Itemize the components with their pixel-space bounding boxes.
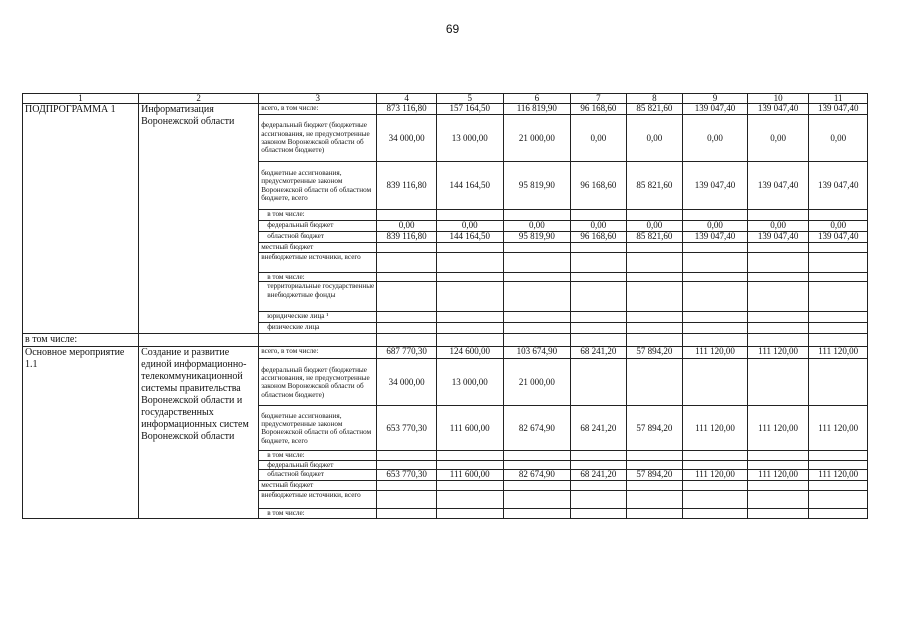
amount-cell bbox=[626, 210, 683, 221]
funding-source-label: федеральный бюджет bbox=[259, 221, 377, 232]
amount-cell bbox=[377, 273, 437, 282]
amount-cell: 139 047,40 bbox=[683, 104, 748, 115]
column-header: 5 bbox=[436, 94, 503, 104]
amount-cell bbox=[377, 243, 437, 253]
amount-cell: 0,00 bbox=[571, 221, 627, 232]
amount-cell: 57 894,20 bbox=[626, 406, 683, 451]
amount-cell bbox=[683, 490, 748, 508]
amount-cell bbox=[683, 323, 748, 334]
amount-cell bbox=[436, 323, 503, 334]
amount-cell: 85 821,60 bbox=[626, 104, 683, 115]
table-row bbox=[23, 347, 868, 359]
amount-cell bbox=[747, 312, 809, 323]
empty-cell bbox=[571, 334, 627, 347]
amount-cell: 144 164,50 bbox=[436, 232, 503, 243]
amount-cell: 139 047,40 bbox=[809, 162, 868, 210]
funding-source-label: бюджетные ассигнования, предусмотренные законом Воронежской области об областном бюджете, всего bbox=[259, 406, 377, 451]
amount-cell bbox=[571, 210, 627, 221]
amount-cell bbox=[747, 508, 809, 518]
amount-cell bbox=[747, 490, 809, 508]
amount-cell bbox=[683, 210, 748, 221]
amount-cell bbox=[747, 282, 809, 312]
amount-cell: 0,00 bbox=[747, 221, 809, 232]
amount-cell bbox=[683, 312, 748, 323]
amount-cell: 0,00 bbox=[377, 221, 437, 232]
amount-cell bbox=[503, 460, 571, 469]
amount-cell bbox=[503, 480, 571, 490]
amount-cell bbox=[377, 460, 437, 469]
amount-cell bbox=[377, 508, 437, 518]
amount-cell bbox=[571, 273, 627, 282]
amount-cell bbox=[747, 323, 809, 334]
amount-cell bbox=[747, 451, 809, 460]
amount-cell: 653 770,30 bbox=[377, 406, 437, 451]
amount-cell: 85 821,60 bbox=[626, 162, 683, 210]
amount-cell: 95 819,90 bbox=[503, 162, 571, 210]
funding-source-label: юридические лица ¹ bbox=[259, 312, 377, 323]
amount-cell bbox=[436, 508, 503, 518]
budget-table bbox=[22, 93, 868, 519]
empty-cell bbox=[139, 334, 259, 347]
amount-cell: 0,00 bbox=[683, 221, 748, 232]
funding-source-label: федеральный бюджет (бюджетные ассигнования, не предусмотренные законом Воронежской области об областном бюджете) bbox=[259, 359, 377, 406]
amount-cell: 0,00 bbox=[747, 115, 809, 162]
funding-source-label: федеральный бюджет bbox=[259, 460, 377, 469]
funding-source-label: территориальные государственные внебюджетные фонды bbox=[259, 282, 377, 312]
funding-source-label: всего, в том числе: bbox=[259, 104, 377, 115]
amount-cell: 95 819,90 bbox=[503, 232, 571, 243]
column-header: 9 bbox=[683, 94, 748, 104]
amount-cell bbox=[436, 480, 503, 490]
amount-cell bbox=[503, 312, 571, 323]
amount-cell bbox=[571, 243, 627, 253]
amount-cell bbox=[747, 243, 809, 253]
amount-cell bbox=[436, 490, 503, 508]
amount-cell bbox=[436, 451, 503, 460]
column-header: 10 bbox=[747, 94, 809, 104]
empty-cell bbox=[747, 334, 809, 347]
column-header: 11 bbox=[809, 94, 868, 104]
amount-cell: 839 116,80 bbox=[377, 162, 437, 210]
amount-cell bbox=[747, 210, 809, 221]
amount-cell bbox=[503, 253, 571, 273]
section-label: в том числе: bbox=[23, 334, 139, 347]
amount-cell bbox=[436, 243, 503, 253]
amount-cell: 139 047,40 bbox=[809, 104, 868, 115]
amount-cell bbox=[683, 451, 748, 460]
amount-cell bbox=[571, 282, 627, 312]
amount-cell bbox=[571, 323, 627, 334]
amount-cell bbox=[377, 282, 437, 312]
empty-cell bbox=[809, 334, 868, 347]
amount-cell bbox=[436, 312, 503, 323]
amount-cell bbox=[747, 253, 809, 273]
amount-cell bbox=[747, 480, 809, 490]
amount-cell bbox=[571, 508, 627, 518]
funding-source-label: в том числе: bbox=[259, 508, 377, 518]
amount-cell bbox=[809, 508, 868, 518]
page-number: 69 bbox=[445, 22, 460, 36]
amount-cell: 96 168,60 bbox=[571, 232, 627, 243]
funding-source-label: в том числе: bbox=[259, 451, 377, 460]
amount-cell bbox=[809, 210, 868, 221]
column-header: 2 bbox=[139, 94, 259, 104]
amount-cell bbox=[503, 282, 571, 312]
funding-source-label: федеральный бюджет (бюджетные ассигнования, не предусмотренные законом Воронежской области об областном бюджете) bbox=[259, 115, 377, 162]
amount-cell: 139 047,40 bbox=[683, 232, 748, 243]
amount-cell bbox=[626, 451, 683, 460]
funding-source-label: в том числе: bbox=[259, 210, 377, 221]
funding-source-label: в том числе: bbox=[259, 273, 377, 282]
column-header: 8 bbox=[626, 94, 683, 104]
amount-cell bbox=[809, 253, 868, 273]
amount-cell: 0,00 bbox=[436, 221, 503, 232]
amount-cell: 139 047,40 bbox=[747, 232, 809, 243]
amount-cell bbox=[809, 282, 868, 312]
amount-cell bbox=[683, 460, 748, 469]
column-header-row bbox=[23, 94, 868, 104]
amount-cell: 111 120,00 bbox=[747, 406, 809, 451]
amount-cell bbox=[683, 273, 748, 282]
amount-cell bbox=[809, 359, 868, 406]
funding-source-label: всего, в том числе: bbox=[259, 347, 377, 359]
funding-source-label: внебюджетные источники, всего bbox=[259, 253, 377, 273]
amount-cell bbox=[503, 323, 571, 334]
amount-cell: 139 047,40 bbox=[747, 162, 809, 210]
amount-cell bbox=[809, 312, 868, 323]
amount-cell bbox=[377, 490, 437, 508]
amount-cell: 124 600,00 bbox=[436, 347, 503, 359]
amount-cell: 0,00 bbox=[683, 115, 748, 162]
amount-cell: 82 674,90 bbox=[503, 406, 571, 451]
amount-cell bbox=[377, 312, 437, 323]
amount-cell: 116 819,90 bbox=[503, 104, 571, 115]
amount-cell bbox=[747, 359, 809, 406]
amount-cell: 34 000,00 bbox=[377, 359, 437, 406]
amount-cell bbox=[626, 323, 683, 334]
amount-cell bbox=[809, 490, 868, 508]
amount-cell: 111 120,00 bbox=[809, 347, 868, 359]
empty-cell bbox=[626, 334, 683, 347]
funding-source-label: областной бюджет bbox=[259, 232, 377, 243]
amount-cell bbox=[809, 243, 868, 253]
program-name: Основное мероприятие 1.1 bbox=[23, 347, 139, 519]
amount-cell bbox=[436, 460, 503, 469]
empty-cell bbox=[377, 334, 437, 347]
amount-cell: 111 120,00 bbox=[683, 469, 748, 480]
amount-cell bbox=[809, 323, 868, 334]
amount-cell: 139 047,40 bbox=[809, 232, 868, 243]
amount-cell: 13 000,00 bbox=[436, 115, 503, 162]
amount-cell: 157 164,50 bbox=[436, 104, 503, 115]
amount-cell bbox=[377, 451, 437, 460]
column-header: 3 bbox=[259, 94, 377, 104]
amount-cell bbox=[503, 508, 571, 518]
amount-cell: 82 674,90 bbox=[503, 469, 571, 480]
amount-cell bbox=[626, 359, 683, 406]
amount-cell: 139 047,40 bbox=[683, 162, 748, 210]
amount-cell: 839 116,80 bbox=[377, 232, 437, 243]
empty-cell bbox=[436, 334, 503, 347]
amount-cell: 653 770,30 bbox=[377, 469, 437, 480]
amount-cell bbox=[436, 210, 503, 221]
amount-cell bbox=[377, 480, 437, 490]
amount-cell: 68 241,20 bbox=[571, 469, 627, 480]
amount-cell bbox=[683, 243, 748, 253]
funding-source-label: физические лица bbox=[259, 323, 377, 334]
amount-cell: 111 120,00 bbox=[809, 406, 868, 451]
amount-cell: 687 770,30 bbox=[377, 347, 437, 359]
amount-cell: 0,00 bbox=[626, 221, 683, 232]
amount-cell: 111 120,00 bbox=[747, 469, 809, 480]
amount-cell bbox=[377, 210, 437, 221]
amount-cell bbox=[436, 282, 503, 312]
amount-cell: 34 000,00 bbox=[377, 115, 437, 162]
amount-cell bbox=[503, 210, 571, 221]
amount-cell bbox=[626, 253, 683, 273]
amount-cell: 144 164,50 bbox=[436, 162, 503, 210]
amount-cell: 103 674,90 bbox=[503, 347, 571, 359]
empty-cell bbox=[259, 334, 377, 347]
amount-cell bbox=[809, 273, 868, 282]
empty-cell bbox=[683, 334, 748, 347]
funding-source-label: областной бюджет bbox=[259, 469, 377, 480]
amount-cell bbox=[436, 253, 503, 273]
funding-source-label: внебюджетные источники, всего bbox=[259, 490, 377, 508]
column-header: 7 bbox=[571, 94, 627, 104]
program-title: Создание и развитие единой информационно-телекоммуникационной системы правительства Воронежской области и государственных информационных систем Воронежской области bbox=[139, 347, 259, 519]
amount-cell bbox=[503, 243, 571, 253]
section-row bbox=[23, 334, 868, 347]
amount-cell bbox=[571, 359, 627, 406]
amount-cell: 0,00 bbox=[503, 221, 571, 232]
amount-cell bbox=[747, 460, 809, 469]
amount-cell bbox=[571, 490, 627, 508]
amount-cell bbox=[503, 490, 571, 508]
amount-cell: 111 600,00 bbox=[436, 469, 503, 480]
amount-cell bbox=[377, 323, 437, 334]
funding-source-label: бюджетные ассигнования, предусмотренные законом Воронежской области об областном бюджете, всего bbox=[259, 162, 377, 210]
funding-source-label: местный бюджет bbox=[259, 243, 377, 253]
amount-cell: 139 047,40 bbox=[747, 104, 809, 115]
amount-cell: 85 821,60 bbox=[626, 232, 683, 243]
amount-cell bbox=[747, 273, 809, 282]
amount-cell bbox=[683, 480, 748, 490]
amount-cell bbox=[571, 480, 627, 490]
amount-cell: 873 116,80 bbox=[377, 104, 437, 115]
amount-cell bbox=[626, 460, 683, 469]
amount-cell bbox=[626, 508, 683, 518]
amount-cell bbox=[626, 312, 683, 323]
amount-cell bbox=[809, 451, 868, 460]
amount-cell bbox=[571, 460, 627, 469]
amount-cell bbox=[377, 253, 437, 273]
table-row bbox=[23, 104, 868, 115]
amount-cell bbox=[626, 243, 683, 253]
amount-cell bbox=[626, 282, 683, 312]
amount-cell bbox=[571, 253, 627, 273]
amount-cell: 57 894,20 bbox=[626, 347, 683, 359]
empty-cell bbox=[503, 334, 571, 347]
amount-cell bbox=[809, 480, 868, 490]
column-header: 6 bbox=[503, 94, 571, 104]
amount-cell bbox=[626, 490, 683, 508]
amount-cell bbox=[436, 273, 503, 282]
amount-cell: 0,00 bbox=[571, 115, 627, 162]
amount-cell bbox=[683, 508, 748, 518]
amount-cell: 96 168,60 bbox=[571, 104, 627, 115]
column-header: 1 bbox=[23, 94, 139, 104]
amount-cell: 111 120,00 bbox=[809, 469, 868, 480]
amount-cell: 68 241,20 bbox=[571, 406, 627, 451]
amount-cell bbox=[571, 312, 627, 323]
amount-cell: 96 168,60 bbox=[571, 162, 627, 210]
column-header: 4 bbox=[377, 94, 437, 104]
amount-cell: 0,00 bbox=[809, 221, 868, 232]
amount-cell: 0,00 bbox=[809, 115, 868, 162]
amount-cell bbox=[571, 451, 627, 460]
program-name: ПОДПРОГРАММА 1 bbox=[23, 104, 139, 334]
program-title: Информатизация Воронежской области bbox=[139, 104, 259, 334]
amount-cell: 68 241,20 bbox=[571, 347, 627, 359]
amount-cell bbox=[626, 480, 683, 490]
amount-cell bbox=[809, 460, 868, 469]
amount-cell bbox=[626, 273, 683, 282]
amount-cell: 111 120,00 bbox=[683, 347, 748, 359]
amount-cell bbox=[683, 359, 748, 406]
amount-cell: 57 894,20 bbox=[626, 469, 683, 480]
amount-cell: 111 120,00 bbox=[747, 347, 809, 359]
amount-cell bbox=[503, 273, 571, 282]
amount-cell: 0,00 bbox=[626, 115, 683, 162]
amount-cell: 111 120,00 bbox=[683, 406, 748, 451]
amount-cell bbox=[683, 282, 748, 312]
funding-source-label: местный бюджет bbox=[259, 480, 377, 490]
amount-cell bbox=[503, 451, 571, 460]
amount-cell: 13 000,00 bbox=[436, 359, 503, 406]
amount-cell: 21 000,00 bbox=[503, 115, 571, 162]
amount-cell: 21 000,00 bbox=[503, 359, 571, 406]
amount-cell bbox=[683, 253, 748, 273]
amount-cell: 111 600,00 bbox=[436, 406, 503, 451]
